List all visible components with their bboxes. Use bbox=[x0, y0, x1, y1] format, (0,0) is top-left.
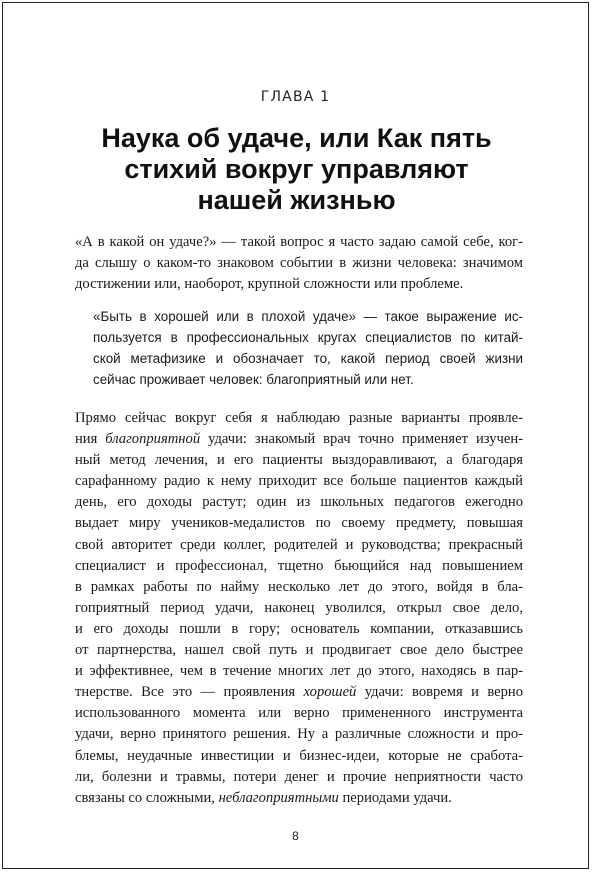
text-fragment: удачи: знакомый врач точно применяет изучен- bbox=[200, 431, 523, 448]
text-line: в рамках работы по найму несколько лет до этого, войдя в бла- bbox=[75, 578, 523, 595]
text-line: пользуется в профессиональных кругах специалистов по китай- bbox=[93, 330, 523, 345]
chapter-label: ГЛАВА 1 bbox=[260, 89, 331, 105]
text-line: от партнерства, нашел свой путь и продвигает свое дело быстрее bbox=[75, 642, 523, 659]
text-line: сарафанному радио к нему приходит все больше пациентов каждый bbox=[75, 473, 523, 490]
text-line: использованного момента или верно примененного инструмента bbox=[75, 705, 523, 722]
definition-quote bbox=[93, 306, 523, 390]
page-number: 8 bbox=[292, 829, 299, 843]
text-line: ской метафизике и обозначает то, какой период своей жизни bbox=[93, 351, 523, 366]
title-line: нашей жизнью bbox=[197, 185, 396, 215]
text-line: ный метод лечения, и его пациенты выздоравливают, а благодаря bbox=[75, 452, 523, 469]
emphasis-text: благоприятной bbox=[105, 431, 201, 448]
text-line: и эффективнее, чем в течение многих лет до этого, находясь в пар- bbox=[75, 663, 523, 680]
text-line: и его доходы пошли в гору; основатель компании, отказавшись bbox=[75, 620, 523, 637]
text-line: сейчас проживает человек: благоприятный или нет. bbox=[93, 372, 414, 387]
text-line bbox=[75, 429, 523, 450]
text-line: Прямо сейчас вокруг себя я наблюдаю разные варианты проявле- bbox=[75, 410, 523, 426]
text-line: ли, болезни и травмы, потери денег и прочие неприятности часто bbox=[75, 768, 523, 785]
text-line: «Быть в хорошей или в плохой удаче» — такое выражение ис- bbox=[93, 309, 523, 324]
text-line bbox=[75, 682, 523, 703]
text-line: «А в какой он удаче?» — такой вопрос я часто задаю самой себе, ког- bbox=[75, 234, 523, 250]
text-fragment: удачи: вовремя и верно bbox=[356, 684, 523, 701]
text-line: блемы, неудачные инвестиции и бизнес-идеи, которые не сработа- bbox=[75, 747, 523, 764]
title-line: стихий вокруг управляют bbox=[124, 154, 469, 184]
book-page bbox=[2, 2, 589, 869]
text-line: день, его доходы растут; один из школьных педагогов ежегодно bbox=[75, 494, 523, 511]
text-fragment: тнерстве. Все это — проявления bbox=[75, 684, 304, 701]
intro-paragraph bbox=[75, 232, 523, 295]
text-line: да слышу о каком-то знаковом событии в жизни человека: значимом bbox=[75, 255, 523, 271]
text-fragment: связаны со сложными, bbox=[75, 789, 219, 806]
title-line: Наука об удаче, или Как пять bbox=[101, 123, 492, 153]
text-line: гоприятный период удачи, наконец уволился, открыл свое дело, bbox=[75, 599, 523, 616]
text-line: свой авторитет среди коллег, родителей и руководства; прекрасный bbox=[75, 536, 523, 553]
chapter-title bbox=[43, 123, 550, 216]
text-line: достижении или, наоборот, крупной сложности или проблеме. bbox=[75, 276, 464, 292]
text-line: удачи, верно принятого решения. Ну а различные сложности и про- bbox=[75, 726, 523, 743]
text-fragment: периодами удачи. bbox=[338, 789, 452, 806]
text-line: выдает миру учеников-медалистов по своему предмету, повышая bbox=[75, 515, 523, 532]
body-paragraph bbox=[75, 408, 523, 809]
text-line: специалист и профессионал, тщетно бьющийся над повышением bbox=[75, 557, 523, 574]
text-line bbox=[75, 788, 523, 809]
emphasis-text: неблагоприятными bbox=[218, 789, 339, 806]
emphasis-text: хорошей bbox=[303, 684, 357, 701]
text-fragment: ния bbox=[75, 431, 106, 448]
